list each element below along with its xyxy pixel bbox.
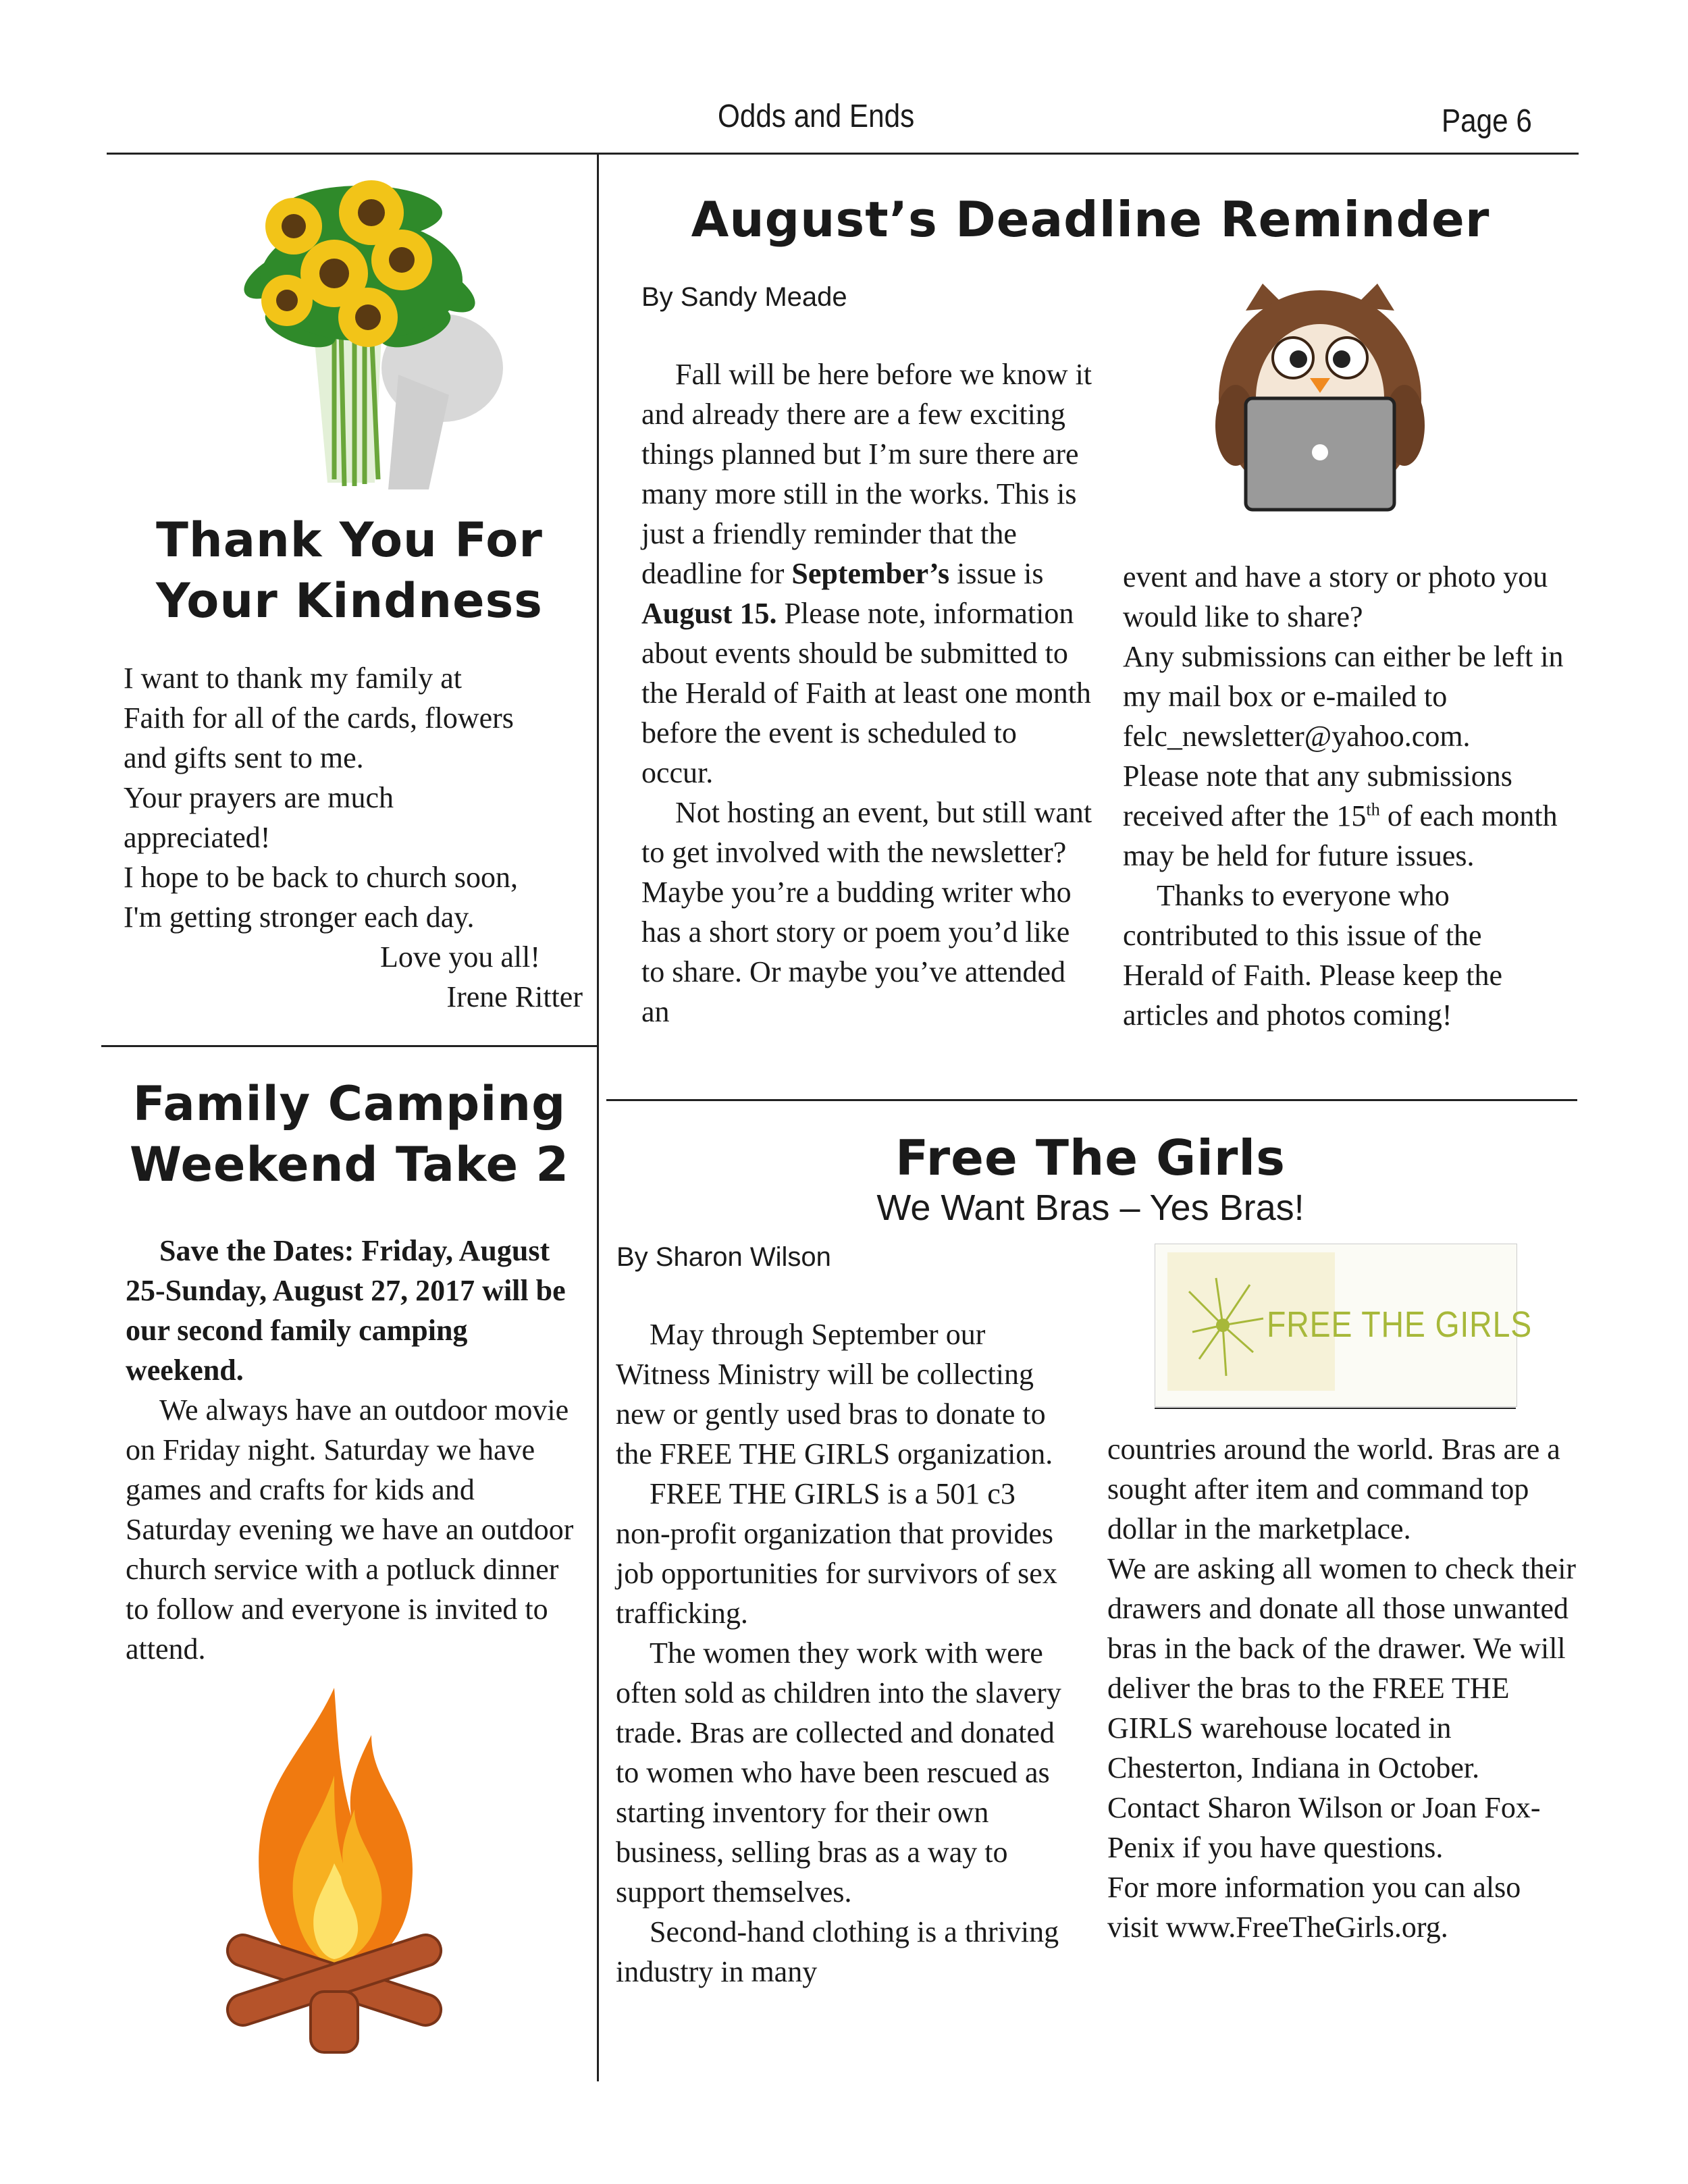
dandelion-icon — [1176, 1264, 1277, 1379]
camping-paragraph: We always have an outdoor movie on Friday night. Saturday we have games and crafts for kids and Saturday evening we have an outdoor church service with a potluck dinner to follow and everyone is invited to attend. — [126, 1393, 574, 1666]
thank-you-body — [124, 658, 583, 1017]
deadline-paragraph-2: Not hosting an event, but still want to get involved with the newsletter? Maybe you’re a budding writer who has a short story or poem you’d like to share. Or maybe you’ve attended an — [641, 796, 1092, 1028]
free-girls-byline: By Sharon Wilson — [616, 1242, 831, 1272]
right-section-rule — [606, 1099, 1577, 1101]
thank-you-title-line2: Your Kindness — [156, 573, 543, 629]
sunflower-bouquet-image — [226, 172, 530, 489]
free-girls-paragraph-6: We are asking all women to check their drawers and donate all those unwanted bras in the back of the drawer. We will deliver the bras to the FREE THE GIRLS warehouse located in Chesterton, Indiana in October. — [1107, 1552, 1577, 1784]
camping-title — [101, 1073, 598, 1195]
campfire-image — [209, 1674, 459, 2059]
deadline-paragraph-6: Thanks to everyone who contributed to this issue of the Herald of Faith. Please keep the articles and photos coming! — [1123, 879, 1503, 1032]
deadline-p5-text-b: of each month may be held for future issues. — [1123, 799, 1558, 872]
section-title: Odds and Ends — [718, 99, 915, 134]
thank-you-title-line1: Thank You For — [156, 512, 543, 568]
free-the-girls-logo — [1155, 1244, 1533, 1407]
free-girls-column-1 — [616, 1314, 1070, 1992]
free-girls-subtitle: We Want Bras – Yes Bras! — [876, 1188, 1304, 1228]
thank-you-title — [101, 510, 598, 631]
header-rule — [107, 153, 1579, 155]
free-girls-paragraph-5: countries around the world. Bras are a sought after item and command top dollar in the marketplace. — [1107, 1433, 1560, 1545]
owl-laptop-image — [1198, 284, 1442, 527]
free-girls-paragraph-4: Second-hand clothing is a thriving industry in many — [616, 1915, 1059, 1988]
deadline-p1-text-b: issue is — [949, 557, 1044, 590]
thank-you-line: Your prayers are much — [124, 781, 394, 814]
free-girls-paragraph-2: FREE THE GIRLS is a 501 c3 non-profit organization that provides job opportunities for survivors of sex trafficking. — [616, 1477, 1057, 1630]
logo-underline — [1155, 1408, 1516, 1409]
deadline-september-bold: September’s — [791, 557, 950, 590]
logo-text: FREE THE GIRLS — [1267, 1304, 1533, 1345]
free-girls-paragraph-3: The women they work with were often sold as children into the slavery trade. Bras are collected and donated to women who have been rescued as starting inventory for their own business, selling bras as a way to support themselves. — [616, 1636, 1061, 1909]
free-girls-title: Free The Girls — [895, 1129, 1286, 1186]
deadline-p5-text-a: Please note that any submissions received after the 15 — [1123, 760, 1512, 832]
thank-you-signature: Irene Ritter — [446, 980, 583, 1013]
deadline-column-2 — [1123, 557, 1568, 1035]
page-number: Page 6 — [1442, 103, 1532, 139]
thank-you-line: I hope to be back to church soon, — [124, 861, 519, 894]
deadline-paragraph-4: Any submissions can either be left in my mail box or e-mailed to felc_newsletter@yahoo.com. — [1123, 640, 1564, 753]
deadline-column-1 — [641, 354, 1092, 1032]
deadline-byline: By Sandy Meade — [641, 282, 847, 312]
deadline-paragraph-3: event and have a story or photo you would like to share? — [1123, 560, 1548, 633]
thank-you-line: Faith for all of the cards, flowers — [124, 701, 514, 735]
thank-you-line: I'm getting stronger each day. — [124, 901, 475, 934]
camping-body — [126, 1231, 585, 1669]
thank-you-signoff: Love you all! — [380, 940, 541, 974]
free-girls-paragraph-8: For more information you can also visit www.FreeTheGirls.org. — [1107, 1871, 1521, 1944]
camping-title-line2: Weekend Take 2 — [129, 1137, 570, 1192]
left-section-rule — [101, 1045, 598, 1047]
deadline-superscript: th — [1366, 799, 1380, 820]
deadline-title: August’s Deadline Reminder — [691, 191, 1490, 248]
thank-you-line: appreciated! — [124, 821, 271, 854]
camping-title-line1: Family Camping — [132, 1076, 566, 1131]
deadline-date-bold: August 15. — [641, 597, 777, 630]
deadline-p1-text-c: Please note, information about events should be submitted to the Herald of Faith at least one month before the event is scheduled to occur. — [641, 597, 1091, 789]
free-girls-paragraph-1: May through September our Witness Ministry will be collecting new or gently used bras to donate to the FREE THE GIRLS organization. — [616, 1318, 1053, 1470]
deadline-p1-text-a: Fall will be here before we know it and already there are a few exciting things planned but I’m sure there are many more still in the works. This is just a friendly reminder that the deadline for — [641, 358, 1092, 590]
camping-dates: Save the Dates: Friday, August 25-Sunday, August 27, 2017 will be our second family camping weekend. — [126, 1234, 566, 1387]
thank-you-line: and gifts sent to me. — [124, 741, 364, 774]
deadline-paragraph-1 — [641, 354, 1092, 793]
thank-you-line: I want to thank my family at — [124, 662, 462, 695]
free-girls-paragraph-7: Contact Sharon Wilson or Joan Fox-Penix if you have questions. — [1107, 1791, 1541, 1864]
deadline-paragraph-5 — [1123, 756, 1568, 876]
free-girls-column-2 — [1107, 1429, 1577, 1947]
